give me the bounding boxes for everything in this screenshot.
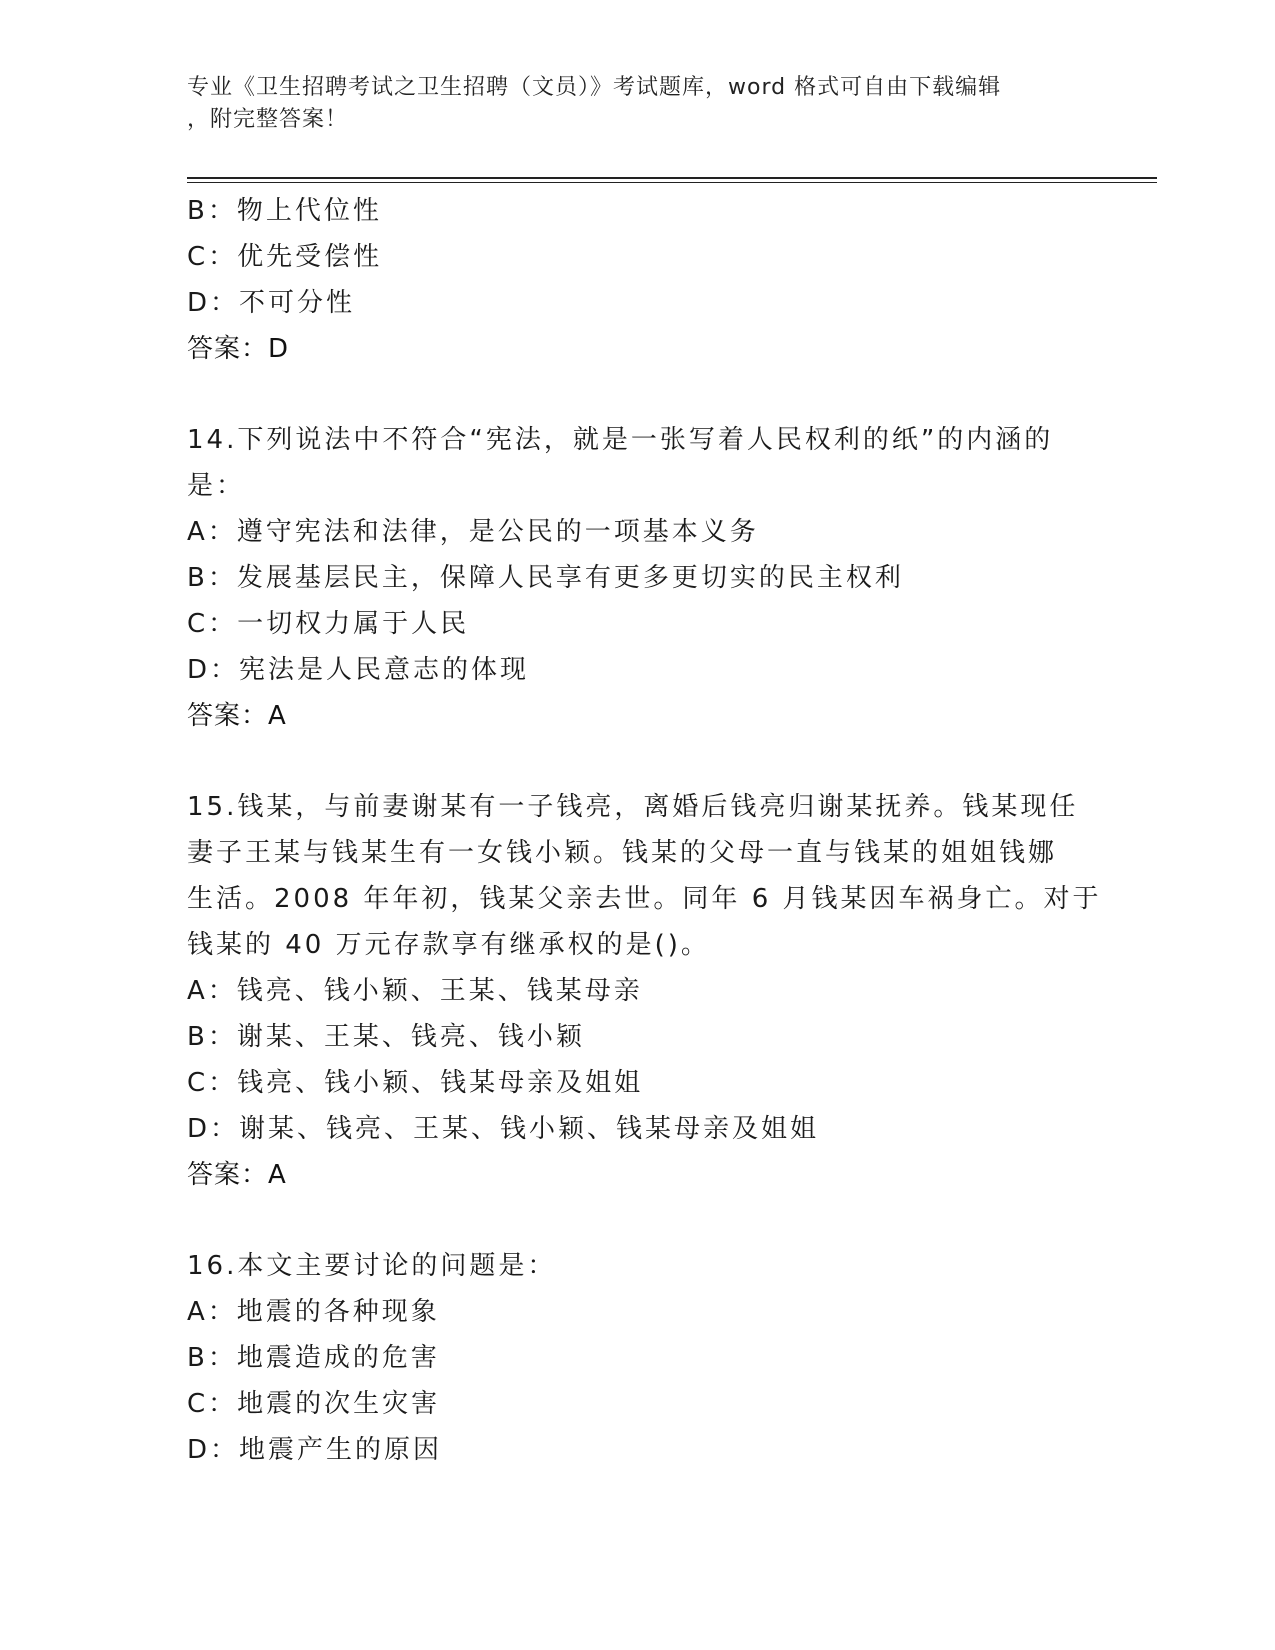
question-13 <box>187 188 1087 372</box>
answer-label: 答案：D <box>187 334 290 364</box>
question-list <box>187 188 1102 1473</box>
header-divider-thin <box>187 182 1157 183</box>
question-stem <box>187 417 1087 509</box>
question-14 <box>187 417 1087 739</box>
option-d: D：谢某、钱亮、王某、钱小颖、钱某母亲及姐姐 <box>187 1114 820 1144</box>
option-a: A：地震的各种现象 <box>187 1297 440 1327</box>
option-b: B：谢某、王某、钱亮、钱小颖 <box>187 1022 585 1052</box>
header-line-1: 专业《卫生招聘考试之卫生招聘（文员）》考试题库，word 格式可自由下载编辑 <box>187 75 1002 100</box>
answer-label: 答案：A <box>187 701 287 731</box>
stem-line: 生活。2008 年年初，钱某父亲去世。同年 6 月钱某因车祸身亡。对于 <box>187 884 1102 914</box>
answer-label: 答案：A <box>187 1160 287 1190</box>
stem-line: 是： <box>187 471 246 501</box>
stem-line: 15.钱某，与前妻谢某有一子钱亮，离婚后钱亮归谢某抚养。钱某现任 <box>187 792 1079 822</box>
option-b: B：发展基层民主，保障人民享有更多更切实的民主权利 <box>187 563 904 593</box>
stem-line: 14.下列说法中不符合“宪法，就是一张写着人民权利的纸”的内涵的 <box>187 425 1054 455</box>
stem-line: 钱某的 40 万元存款享有继承权的是()。 <box>187 930 710 960</box>
option-c: C：地震的次生灾害 <box>187 1389 441 1419</box>
stem-line: 16.本文主要讨论的问题是： <box>187 1251 557 1281</box>
question-stem <box>187 784 1102 968</box>
header-divider-thick <box>187 177 1157 179</box>
option-d: D：宪法是人民意志的体现 <box>187 655 530 685</box>
question-16 <box>187 1243 1087 1473</box>
option-c: C：钱亮、钱小颖、钱某母亲及姐姐 <box>187 1068 644 1098</box>
option-b: B：地震造成的危害 <box>187 1343 440 1373</box>
option-d: D：地震产生的原因 <box>187 1435 443 1465</box>
question-15 <box>187 784 1102 1198</box>
header-line-2: ，附完整答案！ <box>187 107 349 132</box>
option-b: B：物上代位性 <box>187 196 382 226</box>
option-d: D：不可分性 <box>187 288 356 318</box>
option-a: A：钱亮、钱小颖、王某、钱某母亲 <box>187 976 643 1006</box>
option-a: A：遵守宪法和法律，是公民的一项基本义务 <box>187 517 759 547</box>
question-stem <box>187 1243 1087 1289</box>
option-c: C：一切权力属于人民 <box>187 609 470 639</box>
option-c: C：优先受偿性 <box>187 242 383 272</box>
stem-line: 妻子王某与钱某生有一女钱小颖。钱某的父母一直与钱某的姐姐钱娜 <box>187 838 1058 868</box>
page-header <box>187 72 1067 136</box>
